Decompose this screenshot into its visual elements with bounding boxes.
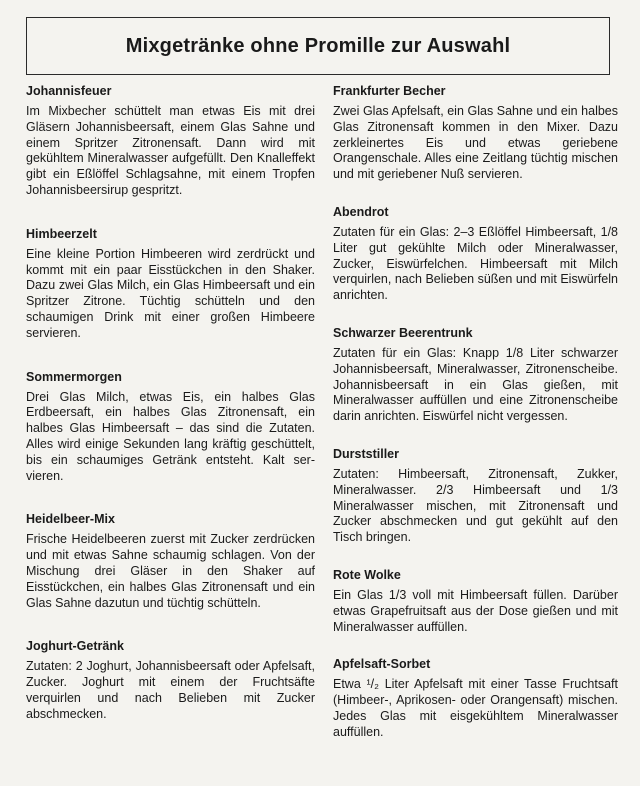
recipe-text: Zutaten für ein Glas: Knapp 1/8 Liter schwarzer Johannisbeersaft, Mineralwasser, Zitronenscheibe. Johannisbeersaft in ein Glas gießen, mit Mineralwasser auffüllen und eine Zitronenscheibe darin anrichten. Eiswürfel nicht vergessen. (333, 345, 618, 424)
recipe-text: Drei Glas Milch, etwas Eis, ein halbes Glas Erdbeersaft, ein halbes Glas Zitronensaft, ein halbes Glas Himbeersaft – das sind die Zutaten. Alles wird einige Sekunden lang kräftig geschüttelt, bis ein schaumiges Getränk entsteht. Kalt servieren. (26, 389, 315, 483)
right-column (333, 84, 618, 741)
recipe-text: Zwei Glas Apfelsaft, ein Glas Sahne und ein halbes Glas Zitronensaft kommen in den Mixer. Dazu zerkleinertes Eis und etwas geriebene Orangenschale. Alles eine Zeitlang tüchtig mischen und mit geriebener Nuß servieren. (333, 104, 618, 182)
recipe-text: Frische Heidelbeeren zuerst mit Zucker zerdrücken und mit etwas Sahne schaumig schlagen. Von der Mischung drei Gläser in den Shaker auf Eisstückchen, ein halbes Glas Zitronensaft und ein Glas Sahne dazutun und tüchtig schütteln. (26, 532, 315, 610)
recipe-rote-wolke (333, 568, 618, 635)
page-title: Mixgetränke ohne Promille zur Auswahl (125, 34, 511, 57)
recipe-durststiller (333, 447, 618, 546)
recipe-title: Heidelbeer-Mix (26, 512, 115, 527)
recipe-title: Frankfurter Becher (333, 84, 446, 98)
recipe-text: Im Mixbecher schüttelt man etwas Eis mit drei Gläsern Johannisbeersaft, einem Glas Sahne und einem Spritzer Zitronensaft. Dann wird mit gekühltem Mineralwasser aufgefüllt. Den Knalleffekt gibt ein Eßlöffel Schlagsahne, mit einem Tropfen Johannisbeersirup gespritzt. (26, 104, 315, 197)
recipe-apfelsaft-sorbet (333, 657, 618, 740)
recipe-title: Durststiller (333, 446, 399, 461)
recipe-text: Zutaten: 2 Joghurt, Johannisbeersaft oder Apfelsaft, Zucker. Joghurt mit einem der Fruchtsäfte verquirlen und nach Belieben mit Zucker abschmecken. (26, 659, 315, 721)
recipe-title: Abendrot (333, 204, 389, 219)
recipe-schwarzer-beerentrunk (333, 326, 618, 425)
recipe-frankfurter-becher (333, 84, 618, 183)
recipe-title: Himbeerzelt (26, 226, 97, 241)
recipe-title: Johannisfeuer (26, 84, 112, 98)
recipe-heidelbeer-mix (26, 512, 315, 611)
recipe-title: Schwarzer Beerentrunk (333, 325, 473, 340)
recipe-johannisfeuer (26, 84, 315, 199)
recipe-title: Joghurt-Getränk (26, 639, 124, 654)
recipe-text: Ein Glas 1/3 voll mit Himbeersaft füllen. Darüber etwas Grapefruitsaft aus der Dose gießen und mit Mineralwasser auffüllen. (333, 587, 618, 634)
recipe-himbeerzelt (26, 227, 315, 342)
recipe-text: Eine kleine Portion Himbeeren wird zerdrückt und kommt mit ein paar Eisstückchen in den Shaker. Dazu zwei Glas Milch, ein Glas Himbeersaft und ein Spritzer Zitrone. Tüchtig schütteln und den schaumigen Drink mit einer großen Himbeere servieren. (26, 246, 315, 340)
recipe-title: Apfelsaft-Sorbet (333, 657, 431, 672)
recipe-title: Rote Wolke (333, 567, 401, 582)
left-column (26, 84, 315, 723)
recipe-title: Sommermorgen (26, 369, 122, 384)
recipe-text: Etwa ¹/₂ Liter Apfelsaft mit einer Tasse Fruchtsaft (Himbeer-, Aprikosen- oder Orangensaft) mischen. Jedes Glas mit eisgekühltem Mineralwasser auffüllen. (333, 677, 618, 739)
recipe-joghurt-getraenk (26, 639, 315, 722)
recipe-text: Zutaten für ein Glas: 2–3 Eßlöffel Himbeersaft, 1/8 Liter gut gekühlte Milch oder Mineralwasser, Zucker, Eiswürfelchen. Himbeersaft mit Milch verquirlen, nach Belieben süßen und mit Eiswürfeln anrichten. (333, 224, 618, 303)
title-box (26, 17, 610, 75)
recipe-text: Zutaten: Himbeersaft, Zitronensaft, Zukker, Mineralwasser. 2/3 Himbeersaft und 1/3 Mineralwasser mischen, mit Zitronensaft und Zucker abschmecken und gut gekühlt auf den Tisch bringen. (333, 466, 618, 545)
recipe-abendrot (333, 205, 618, 304)
recipe-sommermorgen (26, 370, 315, 485)
